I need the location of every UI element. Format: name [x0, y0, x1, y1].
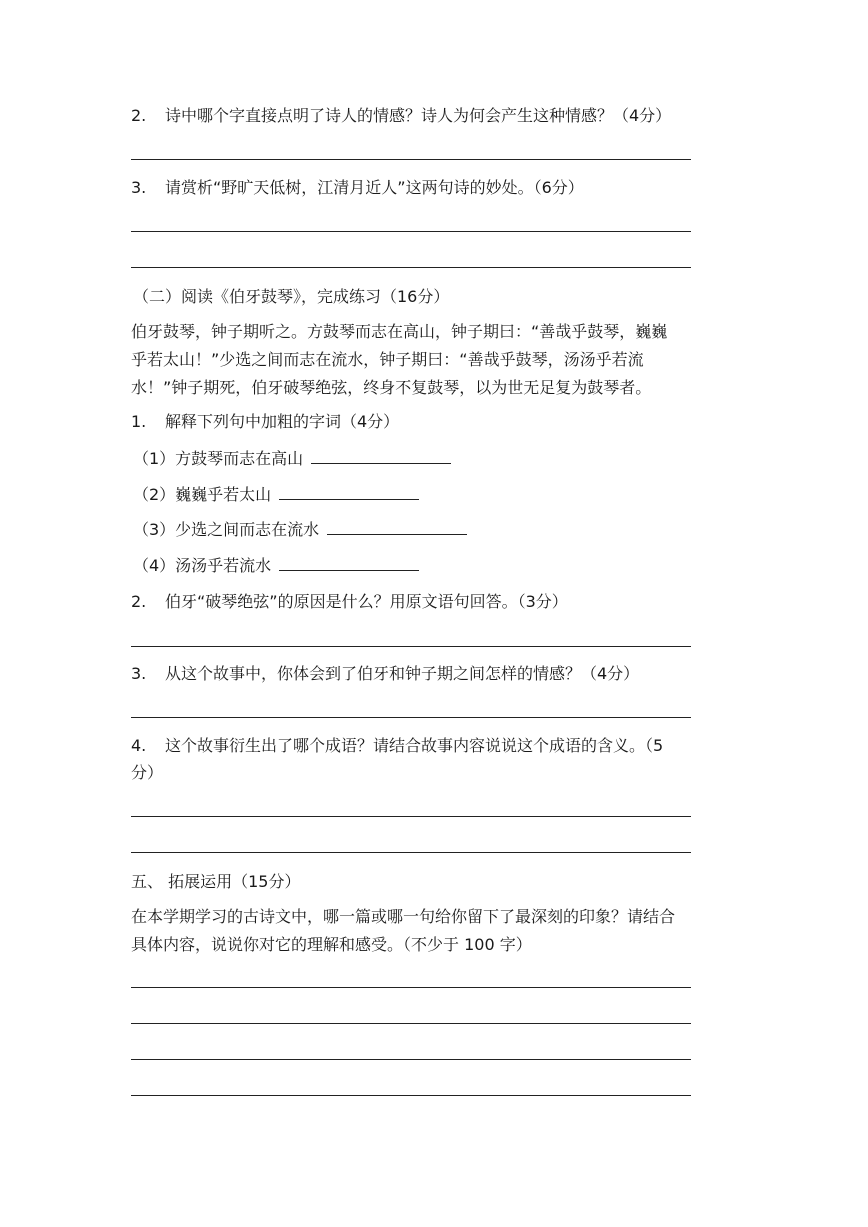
fill-blank[interactable] [327, 520, 467, 535]
answer-line[interactable] [131, 987, 691, 988]
question-1-boya [131, 411, 399, 433]
sub-item-text: （3）少选之间而志在流水 [133, 520, 320, 539]
answer-line[interactable] [131, 1023, 691, 1024]
question-number: 3. [131, 178, 147, 197]
answer-line[interactable] [131, 1059, 691, 1060]
question-number: 1. [131, 412, 147, 431]
sub-item-1 [133, 448, 451, 470]
section-heading-boya: （二）阅读《伯牙鼓琴》，完成练习（16分） [133, 287, 450, 306]
answer-line[interactable] [131, 816, 691, 817]
section-heading-extension: 五、 拓展运用（15分） [131, 872, 301, 891]
fill-blank[interactable] [279, 485, 419, 500]
question-3-poem [131, 177, 584, 199]
question-text: 这个故事衍生出了哪个成语？请结合故事内容说说这个成语的含义。（5 [165, 736, 664, 755]
question-text: 诗中哪个字直接点明了诗人的情感？诗人为何会产生这种情感？（4分） [165, 106, 672, 125]
passage-line: 水！”钟子期死，伯牙破琴绝弦，终身不复鼓琴，以为世无足复为鼓琴者。 [131, 378, 652, 397]
passage-line: 乎若太山！”少选之间而志在流水，钟子期曰：“善哉乎鼓琴，汤汤乎若流 [131, 350, 644, 369]
answer-line[interactable] [131, 717, 691, 718]
sub-item-text: （1）方鼓琴而志在高山 [133, 449, 304, 468]
answer-line[interactable] [131, 159, 691, 160]
answer-line[interactable] [131, 646, 691, 647]
extension-prompt [131, 903, 731, 959]
sub-item-4 [133, 555, 419, 577]
answer-line[interactable] [131, 231, 691, 232]
question-2-poem [131, 105, 671, 127]
question-number: 2. [131, 106, 147, 125]
question-4-boya [131, 735, 663, 757]
sub-item-3 [133, 519, 467, 541]
passage-line: 伯牙鼓琴，钟子期听之。方鼓琴而志在高山，钟子期曰：“善哉乎鼓琴，巍巍 [131, 322, 668, 341]
fill-blank[interactable] [311, 449, 451, 464]
question-text: 从这个故事中，你体会到了伯牙和钟子期之间怎样的情感？（4分） [165, 664, 640, 683]
answer-line[interactable] [131, 852, 691, 853]
sub-item-2 [133, 484, 419, 506]
fill-blank[interactable] [279, 556, 419, 571]
question-2-boya [131, 591, 568, 613]
passage-boya [131, 318, 731, 402]
answer-line[interactable] [131, 267, 691, 268]
question-text: 请赏析“野旷天低树，江清月近人”这两句诗的妙处。（6分） [165, 178, 584, 197]
question-text: 解释下列句中加粗的字词（4分） [165, 412, 400, 431]
sub-item-text: （2）巍巍乎若太山 [133, 485, 272, 504]
question-number: 2. [131, 592, 147, 611]
answer-line[interactable] [131, 1095, 691, 1096]
question-4-boya-continued: 分） [131, 763, 164, 782]
sub-item-text: （4）汤汤乎若流水 [133, 556, 272, 575]
question-number: 4. [131, 736, 147, 755]
question-3-boya [131, 663, 639, 685]
question-text: 伯牙“破琴绝弦”的原因是什么？用原文语句回答。（3分） [165, 592, 568, 611]
question-number: 3. [131, 664, 147, 683]
prompt-line: 在本学期学习的古诗文中，哪一篇或哪一句给你留下了最深刻的印象？请结合 [131, 907, 676, 926]
prompt-line: 具体内容，说说你对它的理解和感受。（不少于 100 字） [131, 935, 532, 954]
